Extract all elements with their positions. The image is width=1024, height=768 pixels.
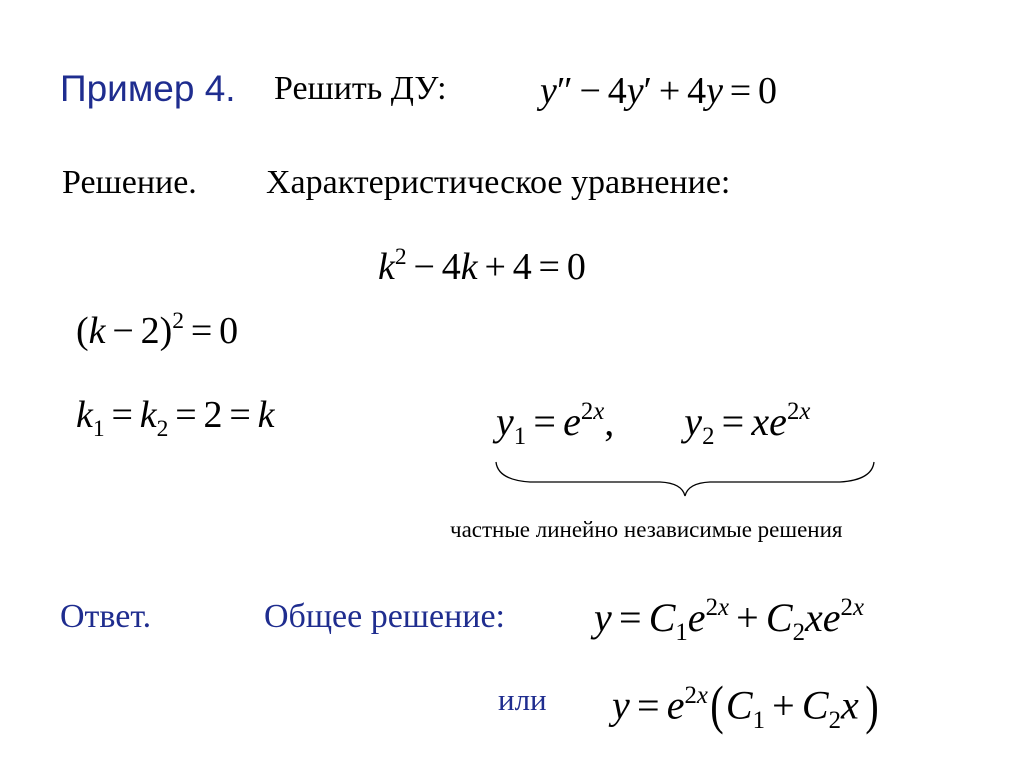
brace-graphic bbox=[490, 458, 880, 500]
or-label: или bbox=[498, 682, 547, 717]
general-solution-label: Общее решение: bbox=[264, 598, 506, 635]
ode-equation: y″ − 4y′ + 4y = 0 bbox=[540, 70, 778, 112]
solution-label: Решение. bbox=[62, 164, 197, 201]
general-solution: $y = C_1e^{2x} + C_2xe^{2x}$ bbox=[594, 594, 864, 646]
brace-caption: частные линейно независимые решения bbox=[450, 517, 843, 542]
roots-equation: $k_1 = k_2 = 2 = k$ bbox=[76, 394, 275, 442]
particular-solutions: $y_1 = e^{2x}$, $y_2 = xe^{2x}$ bbox=[496, 398, 811, 450]
task-label: Решить ДУ: bbox=[274, 70, 447, 107]
alt-general-solution: $y = e^{2x}(C_1 + C_2x$ ) bbox=[612, 675, 879, 735]
answer-label: Ответ. bbox=[60, 598, 152, 635]
char-eq-label: Характеристическое уравнение: bbox=[266, 164, 731, 201]
characteristic-equation: $k^2 - 4k + 4 = 0$ bbox=[378, 244, 586, 288]
factored-equation: $(k - 2)^2 = 0$ bbox=[76, 308, 239, 352]
example-label: Пример 4. bbox=[60, 68, 236, 109]
